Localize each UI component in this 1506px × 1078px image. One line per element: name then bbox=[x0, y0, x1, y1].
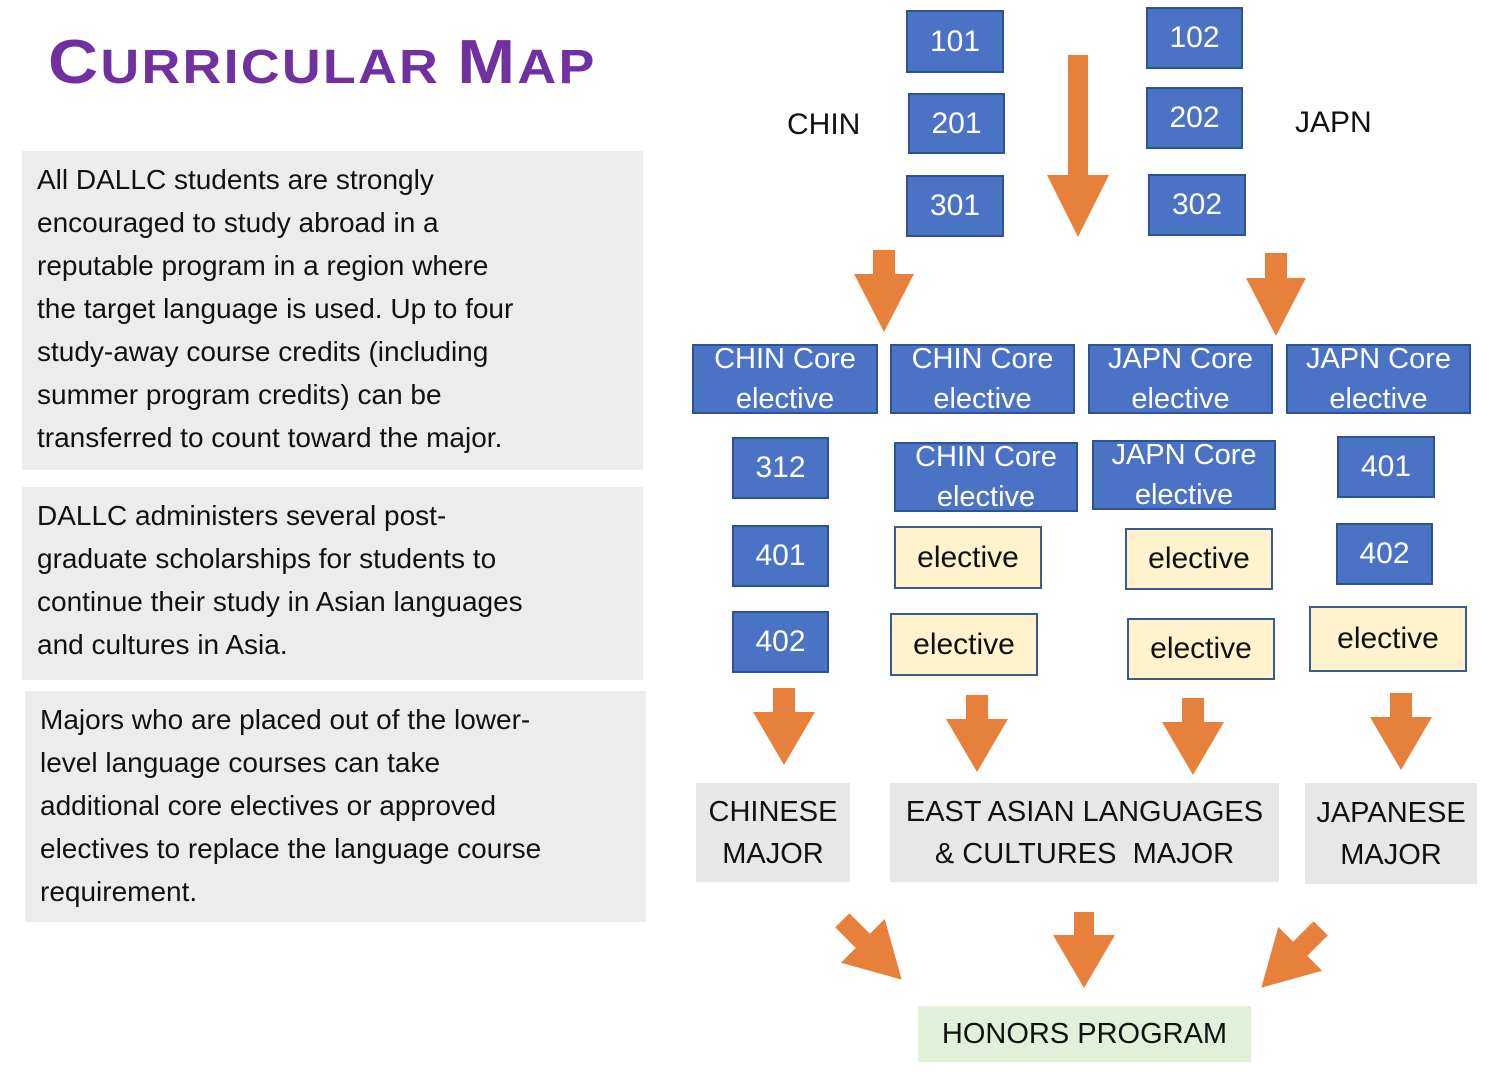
major-label-line: CHINESE bbox=[708, 795, 838, 828]
course-chin-401: 401 bbox=[732, 525, 829, 587]
major-label-line: EAST ASIAN LANGUAGES bbox=[905, 795, 1264, 828]
elective-box: elective bbox=[1125, 528, 1273, 590]
honors-program-box: HONORS PROGRAM bbox=[918, 1006, 1251, 1062]
course-japn-401: 401 bbox=[1337, 436, 1435, 498]
eal-to-honors-arrow bbox=[1053, 912, 1115, 988]
eal-major-box bbox=[890, 783, 1279, 882]
info-line: DALLC administers several post- bbox=[37, 500, 447, 531]
course-chin-201: 201 bbox=[908, 93, 1005, 154]
chin-label: CHIN bbox=[787, 108, 861, 141]
to-eal-major-arrow-left bbox=[946, 695, 1008, 772]
course-japn-302: 302 bbox=[1148, 174, 1246, 236]
info-line: summer program credits) can be bbox=[37, 379, 442, 410]
info-line: encouraged to study abroad in a bbox=[37, 207, 439, 238]
course-chin-101: 101 bbox=[906, 10, 1004, 73]
japanese-to-honors-arrow bbox=[1239, 906, 1342, 1009]
info-line: and cultures in Asia. bbox=[37, 629, 288, 660]
elective-box: elective bbox=[1127, 618, 1275, 680]
info-line: the target language is used. Up to four bbox=[37, 293, 514, 324]
info-line: All DALLC students are strongly bbox=[37, 164, 434, 195]
course-chin-301: 301 bbox=[906, 175, 1004, 237]
japn-label: JAPN bbox=[1295, 106, 1372, 139]
info-line: Majors who are placed out of the lower- bbox=[40, 704, 531, 735]
course-chin-402: 402 bbox=[732, 611, 829, 673]
major-label-line: & CULTURES MAJOR bbox=[934, 837, 1235, 870]
course-japn-402: 402 bbox=[1336, 523, 1433, 585]
info-line: requirement. bbox=[40, 876, 198, 907]
course-japn-202: 202 bbox=[1146, 87, 1243, 149]
core-elective-box: JAPN Core elective bbox=[1286, 344, 1471, 414]
chinese-to-honors-arrow bbox=[820, 898, 923, 1001]
language-sequence-arrow bbox=[1047, 55, 1109, 237]
elective-box: elective bbox=[890, 613, 1038, 676]
info-line: additional core electives or approved bbox=[40, 790, 497, 821]
core-elective-box: JAPN Core elective bbox=[1092, 440, 1276, 510]
chinese-major-box bbox=[696, 783, 850, 882]
title-initial-letter: C bbox=[48, 28, 101, 97]
chin-to-core-arrow bbox=[854, 250, 914, 332]
info-line: continue their study in Asian languages bbox=[37, 586, 523, 617]
info-line: level language courses can take bbox=[40, 747, 441, 778]
core-elective-box: CHIN Core elective bbox=[890, 344, 1075, 414]
info-line: electives to replace the language course bbox=[40, 833, 542, 864]
major-label-line: MAJOR bbox=[1340, 838, 1442, 871]
core-elective-box: JAPN Core elective bbox=[1088, 344, 1273, 414]
elective-box: elective bbox=[1309, 606, 1467, 672]
to-chinese-major-arrow bbox=[753, 688, 815, 765]
course-chin-312: 312 bbox=[732, 437, 829, 499]
core-elective-box: CHIN Core elective bbox=[894, 442, 1078, 512]
info-line: study-away course credits (including bbox=[37, 336, 489, 367]
elective-box: elective bbox=[894, 526, 1042, 589]
title-letters: AP bbox=[517, 41, 597, 94]
info-line: graduate scholarships for students to bbox=[37, 543, 497, 574]
info-line: transferred to count toward the major. bbox=[37, 422, 503, 453]
major-label-line: MAJOR bbox=[722, 837, 824, 870]
core-elective-box: CHIN Core elective bbox=[692, 344, 878, 414]
info-line: reputable program in a region where bbox=[37, 250, 489, 281]
japn-to-core-arrow bbox=[1246, 253, 1306, 336]
to-eal-major-arrow-right bbox=[1162, 698, 1224, 775]
to-japanese-major-arrow bbox=[1370, 693, 1432, 770]
course-japn-102: 102 bbox=[1146, 7, 1243, 69]
title-initial-letter: M bbox=[457, 28, 518, 97]
title-letters: URRICULAR bbox=[100, 41, 441, 94]
major-label-line: JAPANESE bbox=[1316, 796, 1466, 829]
japanese-major-box bbox=[1305, 783, 1477, 884]
